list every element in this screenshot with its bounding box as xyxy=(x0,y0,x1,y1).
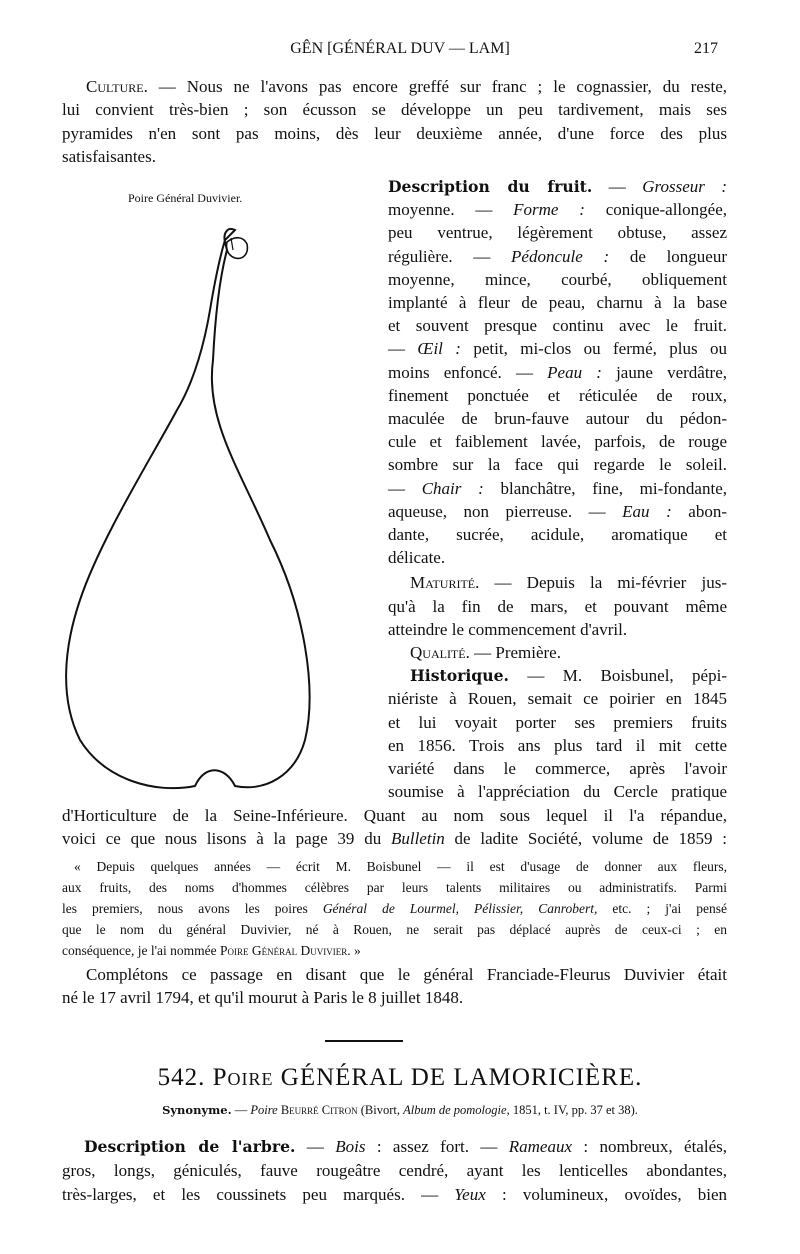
right-column-line xyxy=(388,736,727,756)
smallcaps-run: Beurré Citron xyxy=(280,1103,358,1117)
text-run: atteindre le commencement d'avril. xyxy=(388,619,628,639)
arbre-line xyxy=(62,1185,727,1205)
text-run: maculée de brun-fauve autour du pédon- xyxy=(388,409,727,428)
text-run: délicate. xyxy=(388,548,446,568)
culture-line xyxy=(62,147,727,167)
text-run: niériste à Rouen, semait ce poirier en 1845 xyxy=(388,689,727,709)
right-column-line xyxy=(388,713,727,733)
right-column-line xyxy=(388,620,727,640)
text-run: satisfaisantes. xyxy=(62,146,156,166)
smallcaps-run: Qualité. xyxy=(410,643,470,662)
text-run: aux fruits, des noms d'hommes célèbres par leurs talents militaires ou administratifs. Parmi xyxy=(62,880,727,895)
arbre-line xyxy=(84,1137,727,1157)
culture-line xyxy=(62,100,727,120)
text-run: , 1851, t. IV, pp. 37 et 38). xyxy=(506,1103,638,1117)
text-run: : nombreux, étalés, xyxy=(572,1137,727,1156)
text-run: — xyxy=(295,1137,336,1156)
text-run: d'Horticulture de la Seine-Inférieure. Quant au nom sous lequel il l'a répandue, xyxy=(62,806,727,825)
text-run: aqueuse, non pierreuse. — xyxy=(388,501,623,521)
text-run: et lui voyait porter ses premiers fruits xyxy=(388,712,727,732)
text-run: très-larges, et les coussinets peu marqués. — xyxy=(62,1185,455,1204)
text-run: en 1856. Trois ans plus tard il mit cette xyxy=(388,735,727,755)
right-column-line xyxy=(388,479,727,499)
section-number: 542. xyxy=(157,1064,206,1091)
right-column-line xyxy=(388,386,727,406)
figure-caption: Poire Général Duvivier. xyxy=(128,191,243,205)
italic-run: Album de pomologie xyxy=(403,1103,507,1117)
text-run: lui convient très-bien ; son écusson se développe un peu tardivement, mais ses xyxy=(62,100,727,120)
right-column-line xyxy=(388,759,727,779)
text-run: — Nous ne l'avons pas encore greffé sur franc ; le cognassier, du reste, xyxy=(147,77,727,96)
right-column-line xyxy=(388,177,727,197)
right-column-line xyxy=(410,666,727,686)
section-divider xyxy=(325,1040,403,1042)
right-column-line xyxy=(388,200,727,220)
text-run: jaune verdâtre, xyxy=(601,362,728,382)
text-run: variété dans le commerce, après l'avoir xyxy=(388,759,727,778)
text-run: « Depuis quelques années — écrit M. Boisbunel — il est d'usage de donner aux fleurs, xyxy=(74,859,727,874)
text-run: abon- xyxy=(671,501,727,521)
text-run: : volumineux, ovoïdes, bien xyxy=(485,1185,728,1204)
right-column-line xyxy=(388,782,727,802)
right-column-line xyxy=(388,223,727,243)
section-title xyxy=(0,1064,800,1092)
right-column-line xyxy=(410,573,727,593)
right-column-line xyxy=(388,270,727,290)
text-run: gros, longs, géniculés, fauve rougeâtre cendré, ayant les lenticelles abondantes, xyxy=(62,1161,727,1180)
bold-run: Synonyme. xyxy=(162,1103,232,1117)
text-run: — xyxy=(388,339,418,359)
text-run: sombre sur la face qui regarde le soleil. xyxy=(388,455,727,475)
text-run: les premiers, nous avons les poires xyxy=(62,901,323,916)
right-column-line xyxy=(388,316,727,336)
text-run: petit, mi-clos ou fermé, plus ou xyxy=(460,339,728,359)
right-column-line xyxy=(388,455,727,475)
right-column-line xyxy=(388,548,727,568)
right-column-line xyxy=(388,502,727,522)
smallcaps-run: Poire Général Duvivier. xyxy=(220,943,351,958)
text-run: implanté à fleur de peau, charnu à la base xyxy=(388,293,727,312)
italic-run: Général de Lourmel, Pélissier, Canrobert, xyxy=(322,901,598,916)
text-run: conséquence, je l'ai nommée xyxy=(62,943,220,958)
full-lines-line xyxy=(62,829,727,849)
text-run: — xyxy=(388,478,422,498)
text-run: qu'à la fin de mars, et pouvant même xyxy=(388,596,727,616)
synonyme-line xyxy=(0,1103,800,1118)
text-run: soumise à l'appréciation du Cercle pratique xyxy=(388,782,727,802)
text-run: de ladite Société, volume de 1859 : xyxy=(444,828,727,848)
text-run: dante, sucrée, acidule, aromatique et xyxy=(388,525,727,544)
right-column-line xyxy=(388,293,727,313)
right-column-line xyxy=(388,363,727,383)
text-run: moyenne, mince, courbé, obliquement xyxy=(388,269,727,289)
section-poire: Poire xyxy=(212,1064,274,1091)
text-run: que le nom du général Duvivier, né à Rouen, ne serait pas déplacé auprès de ceux-ci ; en xyxy=(62,922,727,937)
text-run: : assez fort. — xyxy=(365,1137,509,1156)
running-title: GÊN [GÉNÉRAL DUV — LAM] xyxy=(290,40,510,57)
italic-run: Peau : xyxy=(547,362,602,382)
text-run: moyenne. — xyxy=(388,200,514,220)
bold-run: Historique. xyxy=(410,666,509,686)
right-column-line xyxy=(388,409,727,429)
right-column-line xyxy=(388,339,727,359)
text-run: — xyxy=(231,1103,251,1117)
right-column-line xyxy=(388,689,727,709)
text-run: — xyxy=(592,177,643,196)
quote-line xyxy=(62,899,727,919)
text-run: conique-allongée, xyxy=(584,200,727,220)
pear-illustration xyxy=(55,220,375,800)
quote-line xyxy=(62,941,727,961)
quote-line xyxy=(62,920,727,940)
italic-run: Œil : xyxy=(417,339,461,359)
text-run: » xyxy=(350,943,361,958)
right-column-line xyxy=(388,525,727,545)
culture-line xyxy=(62,124,727,144)
full-lines-line xyxy=(62,806,727,826)
text-run: né le 17 avril 1794, et qu'il mourut à Paris le 8 juillet 1848. xyxy=(62,988,464,1007)
smallcaps-run: Maturité. xyxy=(410,573,480,593)
text-run: Complétons ce passage en disant que le général Franciade-Fleurus Duvivier était xyxy=(86,965,727,984)
conclusion-line xyxy=(86,965,727,985)
text-run: peu ventrue, légèrement obtuse, assez xyxy=(388,223,727,243)
text-run: — Depuis la mi-février jus- xyxy=(479,573,727,593)
text-run: moins enfoncé. — xyxy=(388,362,548,382)
text-run: blanchâtre, fine, mi-fondante, xyxy=(483,478,727,498)
conclusion-line xyxy=(62,988,727,1008)
quote-line xyxy=(74,857,727,877)
text-run: pyramides n'en sont pas moins, dès leur deuxième année, d'une force des plus xyxy=(62,123,727,143)
italic-run: Eau : xyxy=(622,501,672,521)
italic-run: Grosseur : xyxy=(642,177,727,196)
text-run: — Première. xyxy=(469,643,561,662)
text-run: — M. Boisbunel, pépi- xyxy=(508,666,727,686)
culture-line xyxy=(86,77,727,97)
bold-run: Description de l'arbre. xyxy=(84,1137,296,1156)
italic-run: Forme : xyxy=(513,200,585,220)
text-run: régulière. — xyxy=(388,246,512,266)
smallcaps-run: Culture. xyxy=(86,77,148,96)
text-run: et souvent presque continu avec le fruit. xyxy=(388,316,727,336)
right-column-line xyxy=(388,432,727,452)
italic-run: Yeux xyxy=(454,1185,486,1204)
italic-run: Pédoncule : xyxy=(511,246,610,266)
text-run: etc. ; j'ai pensé xyxy=(597,901,727,916)
right-column-line xyxy=(388,597,727,617)
italic-run: Bulletin xyxy=(390,828,445,848)
text-run: cule et faiblement lavée, parfois, de rouge xyxy=(388,432,727,452)
italic-run: Bois xyxy=(335,1137,366,1156)
italic-run: Chair : xyxy=(421,478,484,498)
text-run: (Bivort, xyxy=(357,1103,404,1117)
quote-line xyxy=(62,878,727,898)
page-number: 217 xyxy=(694,40,718,57)
text-run: de longueur xyxy=(609,246,728,266)
italic-run: Poire xyxy=(250,1103,278,1117)
bold-run: Description du fruit. xyxy=(388,177,593,196)
text-run: finement ponctuée et réticulée de roux, xyxy=(388,385,727,405)
section-name: GÉNÉRAL DE LAMORICIÈRE. xyxy=(280,1064,643,1091)
right-column-line xyxy=(410,643,727,663)
right-column-line xyxy=(388,247,727,267)
arbre-line xyxy=(62,1161,727,1181)
italic-run: Rameaux xyxy=(508,1137,572,1156)
text-run: voici ce que nous lisons à la page 39 du xyxy=(62,828,391,848)
